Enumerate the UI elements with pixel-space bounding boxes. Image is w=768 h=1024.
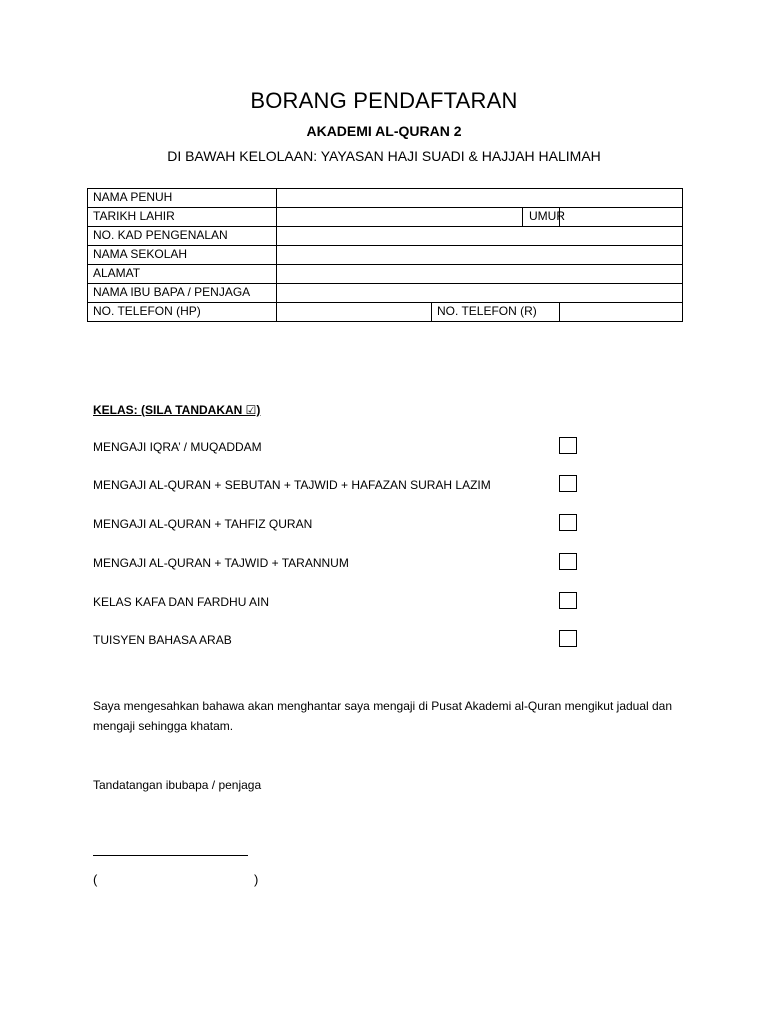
academy-name: AKADEMI AL-QURAN 2 [306, 123, 462, 139]
address-label: ALAMAT [88, 265, 277, 284]
class-option-checkbox[interactable] [559, 553, 577, 570]
dob-label: TARIKH LAHIR [88, 208, 277, 227]
class-option-checkbox[interactable] [559, 514, 577, 531]
dob-field[interactable] [277, 208, 523, 227]
school-label: NAMA SEKOLAH [88, 246, 277, 265]
guardian-label: NAMA IBU BAPA / PENJAGA [88, 284, 277, 303]
confirmation-statement: Saya mengesahkan bahawa akan menghantar saya mengaji di Pusat Akademi al-Quran mengikut jadual dan mengaji sehingga khatam. [93, 699, 673, 733]
class-option [93, 553, 583, 573]
address-field[interactable] [277, 265, 683, 284]
row-school [88, 246, 683, 265]
row-address [88, 265, 683, 284]
management-line: DI BAWAH KELOLAAN: YAYASAN HAJI SUADI & HAJJAH HALIMAH [167, 148, 601, 164]
full-name-field[interactable] [277, 189, 683, 208]
class-option [93, 592, 583, 612]
id-field[interactable] [277, 227, 683, 246]
class-option-checkbox[interactable] [559, 437, 577, 454]
signature-label: Tandatangan ibubapa / penjaga [93, 778, 262, 792]
class-option-label: TUISYEN BAHASA ARAB [93, 633, 232, 647]
name-open-paren: ( [93, 872, 98, 887]
row-phone [88, 303, 683, 322]
page-title: BORANG PENDAFTARAN [250, 88, 518, 113]
class-option [93, 437, 583, 457]
age-label: UMUR [523, 208, 560, 227]
class-option-label: MENGAJI IQRA’ / MUQADDAM [93, 440, 262, 454]
class-option-label: MENGAJI AL-QURAN + TAJWID + TARANNUM [93, 556, 349, 570]
row-id [88, 227, 683, 246]
registration-table [87, 188, 683, 322]
row-guardian [88, 284, 683, 303]
class-option [93, 514, 583, 534]
class-option-checkbox[interactable] [559, 475, 577, 492]
class-option-checkbox[interactable] [559, 630, 577, 647]
phone-r-label: NO. TELEFON (R) [432, 303, 560, 322]
class-option-label: KELAS KAFA DAN FARDHU AIN [93, 595, 270, 609]
phone-hp-field[interactable] [277, 303, 432, 322]
phone-r-field[interactable] [560, 303, 683, 322]
class-heading: KELAS: (SILA TANDAKAN ☑) [93, 403, 261, 417]
id-label: NO. KAD PENGENALAN [88, 227, 277, 246]
class-option-label: MENGAJI AL-QURAN + SEBUTAN + TAJWID + HAFAZAN SURAH LAZIM [93, 478, 491, 492]
signature-line[interactable] [93, 855, 248, 856]
class-option [93, 475, 583, 495]
row-full-name [88, 189, 683, 208]
name-close-paren: ) [254, 872, 259, 887]
row-dob [88, 208, 683, 227]
guardian-field[interactable] [277, 284, 683, 303]
age-field[interactable] [560, 208, 683, 227]
class-option [93, 630, 583, 650]
class-option-label: MENGAJI AL-QURAN + TAHFIZ QURAN [93, 517, 313, 531]
full-name-label: NAMA PENUH [88, 189, 277, 208]
phone-hp-label: NO. TELEFON (HP) [88, 303, 277, 322]
school-field[interactable] [277, 246, 683, 265]
class-option-checkbox[interactable] [559, 592, 577, 609]
